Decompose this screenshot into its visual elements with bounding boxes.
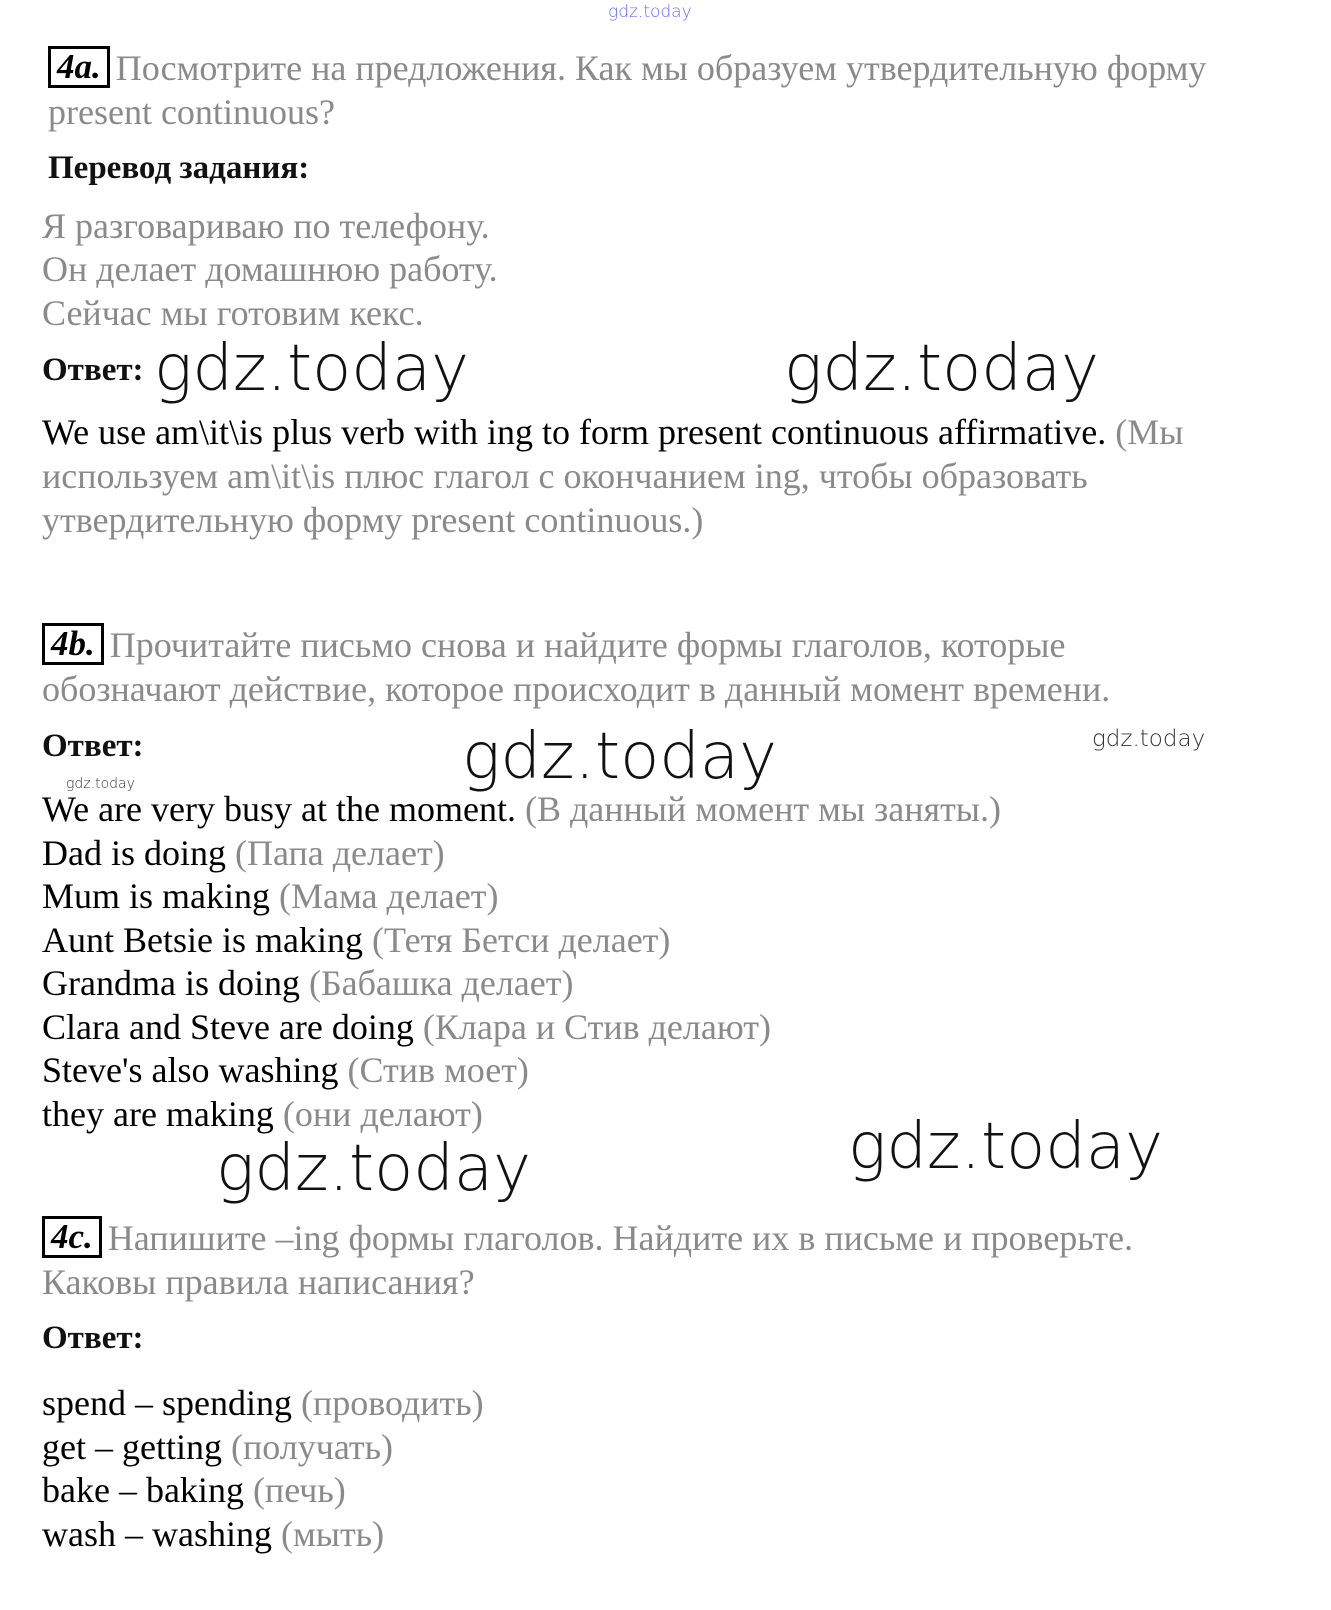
item-ru: (В данный момент мы заняты.): [524, 789, 1001, 829]
list-item: [42, 918, 670, 962]
item-en: Grandma is doing: [42, 963, 300, 1003]
list-item: [42, 1512, 384, 1556]
task-4b-question-line2: обозначают действие, которое происходит в данный момент времени.: [42, 669, 1111, 709]
task-4b-question-line1: [42, 623, 1065, 667]
task-4a-question-text: Посмотрите на предложения. Как мы образуем утвердительную форму: [115, 48, 1207, 88]
item-en: wash – washing: [42, 1514, 272, 1554]
answer-4a-line1: [42, 410, 1183, 454]
list-item: [42, 874, 498, 918]
item-en: We are very busy at the moment.: [42, 789, 516, 829]
task-4a-question-line1: [48, 46, 1206, 90]
translation-line-2: Он делает домашнюю работу.: [42, 249, 498, 289]
translation-line-1: Я разговариваю по телефону.: [42, 206, 490, 246]
answer-4a-line2: используем am\it\is плюс глагол с окончанием ing, чтобы образовать: [42, 456, 1088, 496]
answer-label-4b: Ответ:: [42, 728, 144, 764]
item-en: Clara and Steve are doing: [42, 1007, 414, 1047]
task-4c-number: 4c.: [42, 1216, 102, 1258]
task-4c-question-text: Напишите –ing формы глаголов. Найдите их в письме и проверьте.: [107, 1218, 1134, 1258]
list-item: [42, 831, 445, 875]
item-en: they are making: [42, 1094, 274, 1134]
watermark-large: gdz.today: [216, 1132, 531, 1206]
item-ru: (мыть): [280, 1514, 385, 1554]
item-ru: (Тетя Бетси делает): [371, 920, 671, 960]
task-4c-question-line1: [42, 1216, 1133, 1260]
list-item: [42, 1381, 484, 1425]
task-4a-question-line2: present continuous?: [48, 92, 335, 132]
watermark-tiny: gdz.today: [66, 776, 135, 792]
watermark-large: gdz.today: [462, 720, 777, 794]
item-en: Mum is making: [42, 876, 271, 916]
list-item: [42, 961, 573, 1005]
item-en: bake – baking: [42, 1470, 244, 1510]
item-ru: (Папа делает): [235, 833, 445, 873]
list-item: [42, 1425, 393, 1469]
item-en: Aunt Betsie is making: [42, 920, 363, 960]
item-en: get – getting: [42, 1427, 222, 1467]
task-4a-number: 4a.: [48, 46, 110, 88]
task-4b-number: 4b.: [42, 623, 104, 665]
list-item: [42, 1005, 771, 1049]
watermark-large: gdz.today: [848, 1110, 1163, 1184]
item-en: Steve's also washing: [42, 1050, 339, 1090]
answer-label-4c: Ответ:: [42, 1320, 144, 1356]
item-ru: (печь): [252, 1470, 346, 1510]
item-en: Dad is doing: [42, 833, 226, 873]
item-ru: (они делают): [282, 1094, 483, 1134]
item-ru: (Клара и Стив делают): [422, 1007, 771, 1047]
item-en: spend – spending: [42, 1383, 292, 1423]
list-item: [42, 1092, 483, 1136]
answer-label-4a: Ответ:: [42, 352, 144, 388]
item-ru: (проводить): [300, 1383, 484, 1423]
answer-4a-en: We use am\it\is plus verb with ing to form present continuous affirmative.: [42, 412, 1107, 452]
task-4c-question-line2: Каковы правила написания?: [42, 1262, 475, 1302]
watermark-top: gdz.today: [608, 2, 692, 22]
answer-4a-line3: утвердительную форму present continuous.): [42, 500, 704, 540]
list-item: [42, 787, 1001, 831]
answer-4a-ru-start: (Мы: [1115, 412, 1184, 452]
translation-line-3: Сейчас мы готовим кекс.: [42, 293, 424, 333]
item-ru: (Стив моет): [347, 1050, 529, 1090]
translation-label: Перевод задания:: [48, 150, 310, 186]
watermark-large: gdz.today: [154, 332, 469, 406]
task-4b-question-text: Прочитайте письмо снова и найдите формы глаголов, которые: [109, 625, 1066, 665]
item-ru: (получать): [230, 1427, 394, 1467]
list-item: [42, 1468, 346, 1512]
item-ru: (Мама делает): [279, 876, 499, 916]
item-ru: (Бабашка делает): [308, 963, 574, 1003]
list-item: [42, 1048, 529, 1092]
watermark-large: gdz.today: [784, 332, 1099, 406]
watermark-small: gdz.today: [1092, 726, 1206, 752]
